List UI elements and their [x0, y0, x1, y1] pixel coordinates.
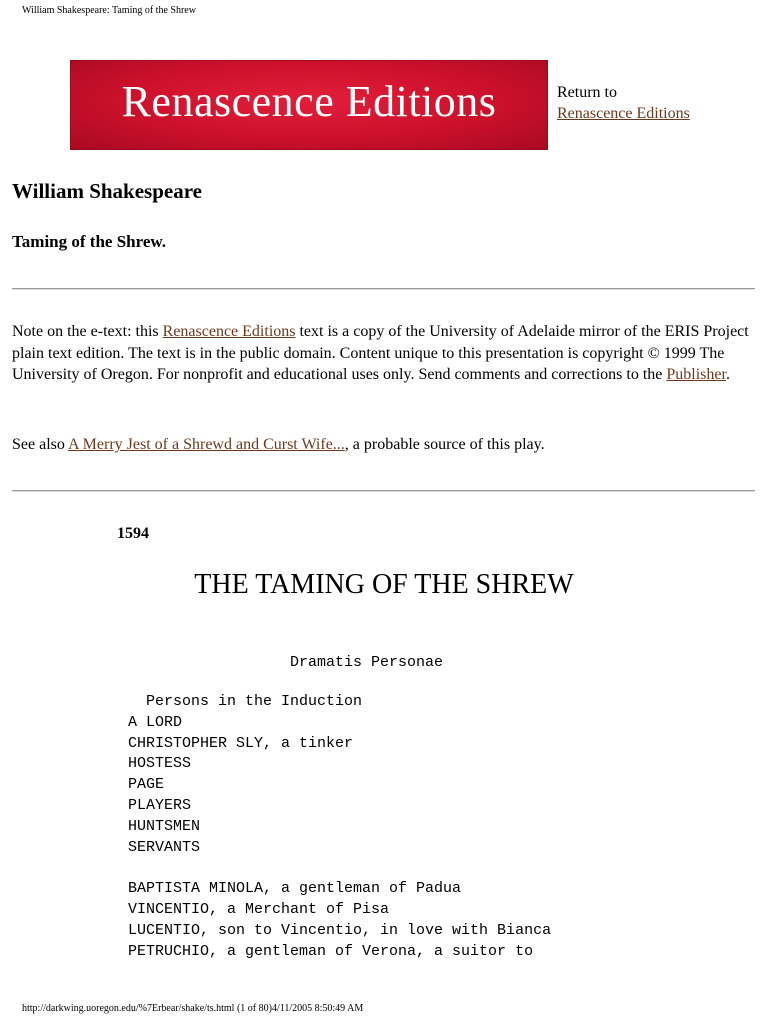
see-also-prefix: See also: [12, 436, 68, 453]
divider-top: [12, 288, 755, 290]
personae-line: A LORD: [128, 713, 183, 731]
personae-line: HUNTSMEN: [128, 817, 201, 835]
personae-list: [128, 692, 551, 962]
banner-text: Renascence Editions: [121, 77, 497, 126]
merry-jest-link[interactable]: A Merry Jest of a Shrewd and Curst Wife...: [68, 436, 345, 453]
dramatis-personae-heading: Dramatis Personae: [290, 654, 444, 671]
personae-line: VINCENTIO, a Merchant of Pisa: [128, 900, 390, 918]
personae-line: CHRISTOPHER SLY, a tinker: [128, 734, 354, 752]
see-also: [12, 434, 545, 455]
publication-year: 1594: [117, 525, 149, 542]
note-text-2: text is a copy of the University of Adelaide mirror of the ERIS Project plain text edition. The text is in the public domain. Content unique to this presentation is copyright © 1999 The University of Oregon. For nonprofit and educational uses only. Send comments and corrections to the: [12, 323, 749, 383]
personae-line: SERVANTS: [128, 838, 201, 856]
return-block: [557, 82, 690, 124]
author-heading: William Shakespeare: [12, 179, 202, 203]
play-title: THE TAMING OF THE SHREW: [194, 569, 574, 600]
print-footer: http://darkwing.uoregon.edu/%7Erbear/shake/ts.html (1 of 80)4/11/2005 8:50:49 AM: [22, 1003, 364, 1014]
personae-line: HOSTESS: [128, 755, 192, 773]
divider-bottom: [12, 490, 755, 492]
note-renascence-link[interactable]: Renascence Editions: [162, 323, 296, 340]
see-also-suffix: , a probable source of this play.: [344, 436, 545, 453]
personae-line: PLAYERS: [128, 796, 192, 814]
renascence-editions-banner: [70, 60, 548, 150]
etext-note: [12, 321, 757, 386]
personae-line: LUCENTIO, son to Vincentio, in love with Bianca: [128, 921, 552, 939]
work-title-heading: Taming of the Shrew.: [12, 232, 166, 251]
note-text-1: Note on the e-text: this: [12, 323, 163, 340]
return-prefix: Return to: [557, 84, 617, 101]
personae-line: PAGE: [128, 776, 165, 794]
note-text-3: .: [725, 366, 730, 383]
return-link[interactable]: Renascence Editions: [557, 105, 690, 122]
personae-line: BAPTISTA MINOLA, a gentleman of Padua: [128, 880, 462, 898]
publisher-link[interactable]: Publisher: [666, 366, 726, 383]
personae-line: Persons in the Induction: [128, 693, 363, 710]
print-header: William Shakespeare: Taming of the Shrew: [22, 5, 196, 16]
personae-line: PETRUCHIO, a gentleman of Verona, a suitor to: [128, 942, 534, 960]
personae-line: [128, 858, 551, 879]
